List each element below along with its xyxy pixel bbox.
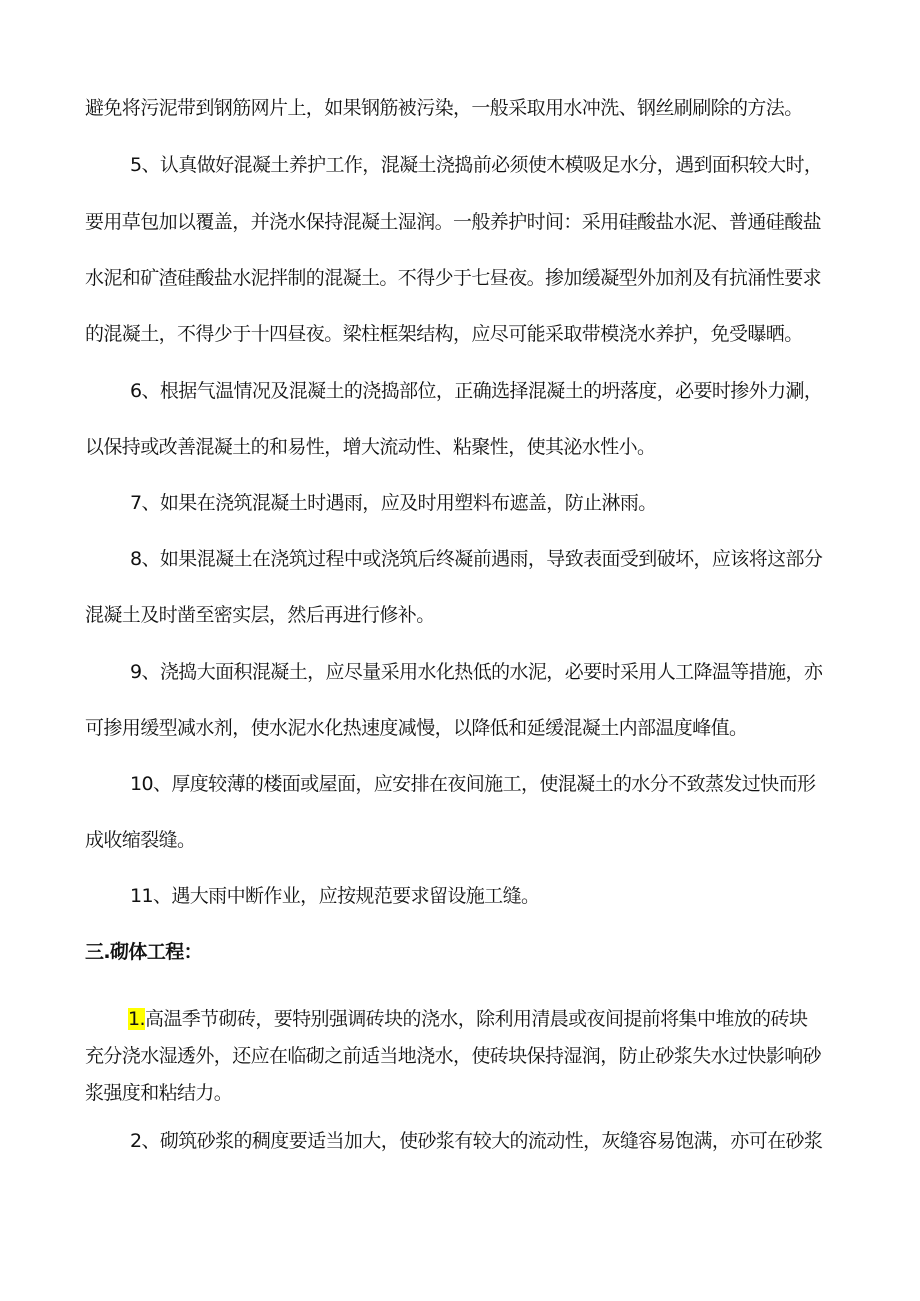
paragraph-line: 高温季节砌砖，要特别强调砖块的浇水，除利用清晨或夜间提前将集中堆放的砖块 <box>144 1008 808 1030</box>
paragraph-line: 以保持或改善混凝土的和易性，增大流动性、粘聚性，使其泌水性小。 <box>85 436 656 458</box>
paragraph-line: 要用草包加以覆盖，并浇水保持混凝土湿润。一般养护时间：采用硅酸盐水泥、普通硅酸盐 <box>85 211 822 233</box>
paragraph-line: 成收缩裂缝。 <box>85 829 196 851</box>
paragraph-line: 充分浇水湿透外，还应在临砌之前适当地浇水，使砖块保持湿润，防止砂浆失水过快影响砂 <box>85 1045 822 1067</box>
paragraph-line: 可掺用缓型减水剂，使水泥水化热速度减慢，以降低和延缓混凝土内部温度峰值。 <box>85 717 748 739</box>
paragraph-line: 避免将污泥带到钢筋网片上，如果钢筋被污染，一般采取用水冲洗、钢丝刷刷除的方法。 <box>85 97 803 119</box>
paragraph-line: 的混凝土，不得少于十四昼夜。梁柱框架结构，应尽可能采取带模浇水养护，免受曝晒。 <box>85 323 803 345</box>
paragraph-line: 2、砌筑砂浆的稠度要适当加大，使砂浆有较大的流动性，灰缝容易饱满，亦可在砂浆 <box>130 1130 823 1152</box>
paragraph-line: 5、认真做好混凝土养护工作，混凝土浇捣前必须使木模吸足水分，遇到面积较大时， <box>130 154 823 176</box>
list-item-1 <box>128 1007 807 1031</box>
item-marker-highlight: 1. <box>128 1008 145 1030</box>
paragraph-line: 6、根据气温情况及混凝土的浇捣部位，正确选择混凝土的坍落度，必要时掺外力涮， <box>130 380 823 402</box>
paragraph-line: 混凝土及时凿至密实层，然后再进行修补。 <box>85 604 435 626</box>
paragraph-line: 9、浇捣大面积混凝土，应尽量采用水化热低的水泥，必要时采用人工降温等措施，亦 <box>130 661 823 683</box>
paragraph-line: 10、厚度较薄的楼面或屋面，应安排在夜间施工，使混凝土的水分不致蒸发过快而形 <box>130 773 816 795</box>
paragraph-line: 11、遇大雨中断作业，应按规范要求留设施工缝。 <box>130 885 540 907</box>
paragraph-line: 浆强度和粘结力。 <box>85 1082 233 1104</box>
section-heading: 三.砌体工程： <box>85 941 203 963</box>
paragraph-line: 8、如果混凝土在浇筑过程中或浇筑后终凝前遇雨，导致表面受到破坏，应该将这部分 <box>130 548 823 570</box>
paragraph-line: 7、如果在浇筑混凝土时遇雨，应及时用塑料布遮盖，防止淋雨。 <box>130 492 657 514</box>
paragraph-line: 水泥和矿渣硅酸盐水泥拌制的混凝土。不得少于七昼夜。掺加缓凝型外加剂及有抗涌性要求 <box>85 267 822 289</box>
